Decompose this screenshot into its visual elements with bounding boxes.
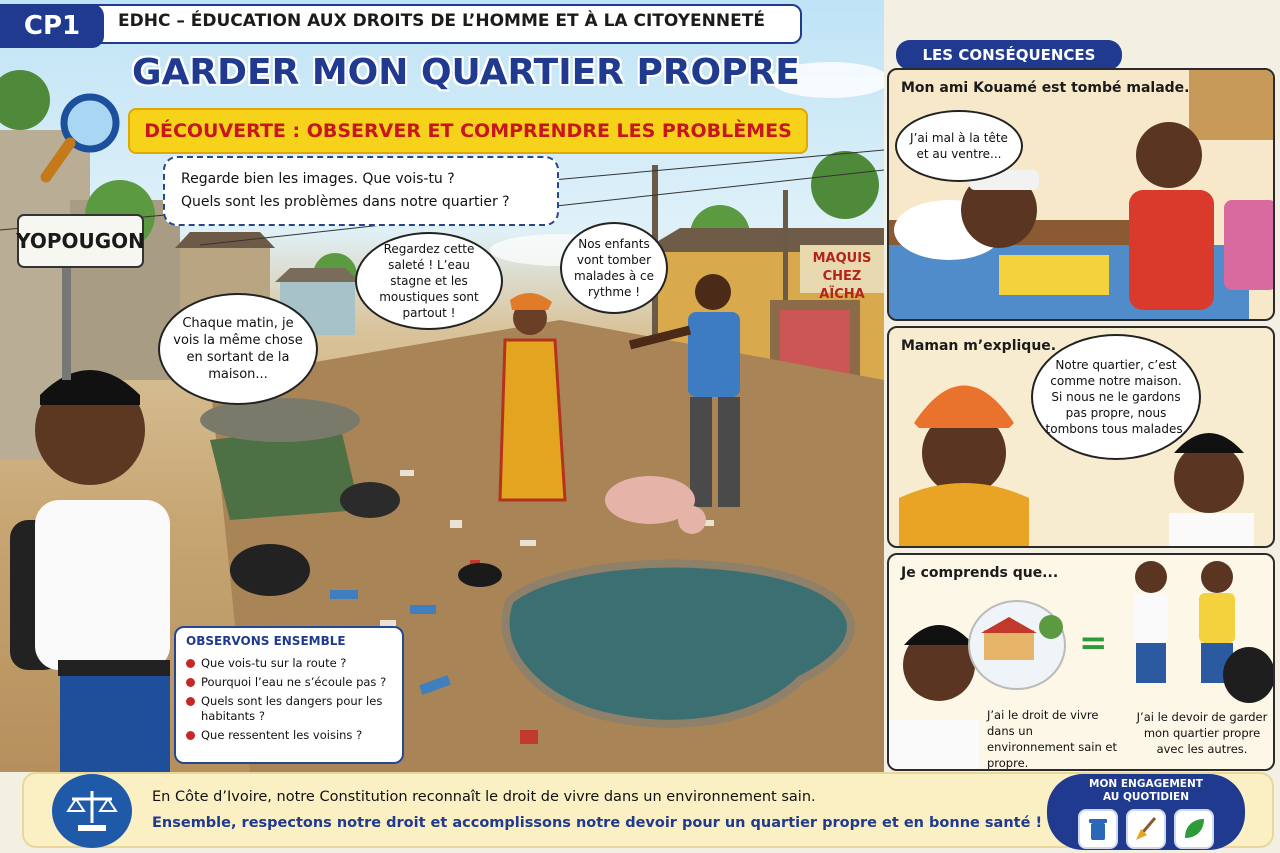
instruction-box	[163, 156, 559, 226]
bullet-icon	[186, 697, 195, 706]
shop-sign	[800, 245, 884, 302]
right-text: J’ai le droit de vivre dans un environnement sain et propre.	[987, 708, 1118, 770]
bullet-icon	[186, 678, 195, 687]
panel1-bubble: J’ai mal à la tête et au ventre...	[895, 110, 1023, 182]
justice-scale-icon	[52, 774, 132, 848]
panel-mother-explains	[887, 326, 1275, 548]
town-sign: YOPOUGON	[16, 229, 145, 253]
engagement-line2: AU QUOTIDIEN	[1102, 791, 1189, 803]
observe-question	[186, 675, 392, 690]
footer-line1: En Côte d’Ivoire, notre Constitution reconnaît le droit de vivre dans un environnement sain.	[152, 789, 816, 805]
equals-sign: =	[1079, 623, 1108, 663]
bullet-icon	[186, 731, 195, 740]
observe-questions	[186, 656, 392, 743]
observe-question-text: Que ressentent les voisins ?	[201, 728, 363, 742]
instruction-line2: Quels sont les problèmes dans notre quartier ?	[181, 194, 510, 210]
observe-question-text: Pourquoi l’eau ne s’écoule pas ?	[201, 675, 387, 689]
discovery-banner: DÉCOUVERTE : OBSERVER ET COMPRENDRE LES PROBLÈMES	[128, 108, 808, 154]
consequences-title: LES CONSÉQUENCES	[896, 40, 1122, 70]
woman-speech-bubble: Regardez cette saleté ! L’eau stagne et les moustiques sont partout !	[355, 232, 503, 330]
observe-box	[174, 626, 404, 764]
panel-sick-friend	[887, 68, 1275, 321]
observe-question	[186, 694, 392, 724]
instruction-line1: Regarde bien les images. Que vois-tu ?	[181, 171, 455, 187]
observe-question-text: Que vois-tu sur la route ?	[201, 656, 347, 670]
footer-line2: Ensemble, respectons notre droit et accomplissons notre devoir pour un quartier propre et en bonne santé !	[152, 815, 1043, 831]
subject-title: EDHC – ÉDUCATION AUX DROITS DE L’HOMME ET À LA CITOYENNETÉ	[118, 11, 765, 31]
magnifier-icon	[38, 85, 128, 185]
page-title: GARDER MON QUARTIER PROPRE	[132, 52, 800, 93]
trash-bin-icon	[1078, 809, 1118, 849]
panel1-caption: Mon ami Kouamé est tombé malade.	[901, 80, 1190, 96]
bullet-icon	[186, 659, 195, 668]
observe-title: OBSERVONS ENSEMBLE	[186, 634, 346, 648]
panel3-caption: Je comprends que...	[901, 565, 1059, 581]
observe-question	[186, 728, 392, 743]
shop-sign-line2: CHEZ AÏCHA	[819, 269, 865, 302]
level-badge: CP1	[0, 4, 104, 48]
panel2-bubble: Notre quartier, c’est comme notre maison. Si nous ne le gardons pas propre, nous tombons tous malades.	[1031, 334, 1201, 460]
engagement-box	[1047, 774, 1245, 850]
duty-text: J’ai le devoir de garder mon quartier propre avec les autres.	[1136, 710, 1268, 756]
panel2-caption: Maman m’explique.	[901, 338, 1057, 354]
observe-question-text: Quels sont les dangers pour les habitants ?	[201, 694, 383, 723]
leaf-icon	[1174, 809, 1214, 849]
panel-understanding	[887, 553, 1275, 771]
sick-friend-illustration	[889, 70, 1275, 321]
man-speech-bubble: Nos enfants vont tomber malades à ce rythme !	[560, 222, 668, 314]
broom-icon	[1126, 809, 1166, 849]
engagement-line1: MON ENGAGEMENT	[1089, 778, 1203, 790]
boy-thought-bubble: Chaque matin, je vois la même chose en sortant de la maison...	[158, 293, 318, 405]
observe-question	[186, 656, 392, 671]
shop-sign-line1: MAQUIS	[812, 251, 872, 266]
